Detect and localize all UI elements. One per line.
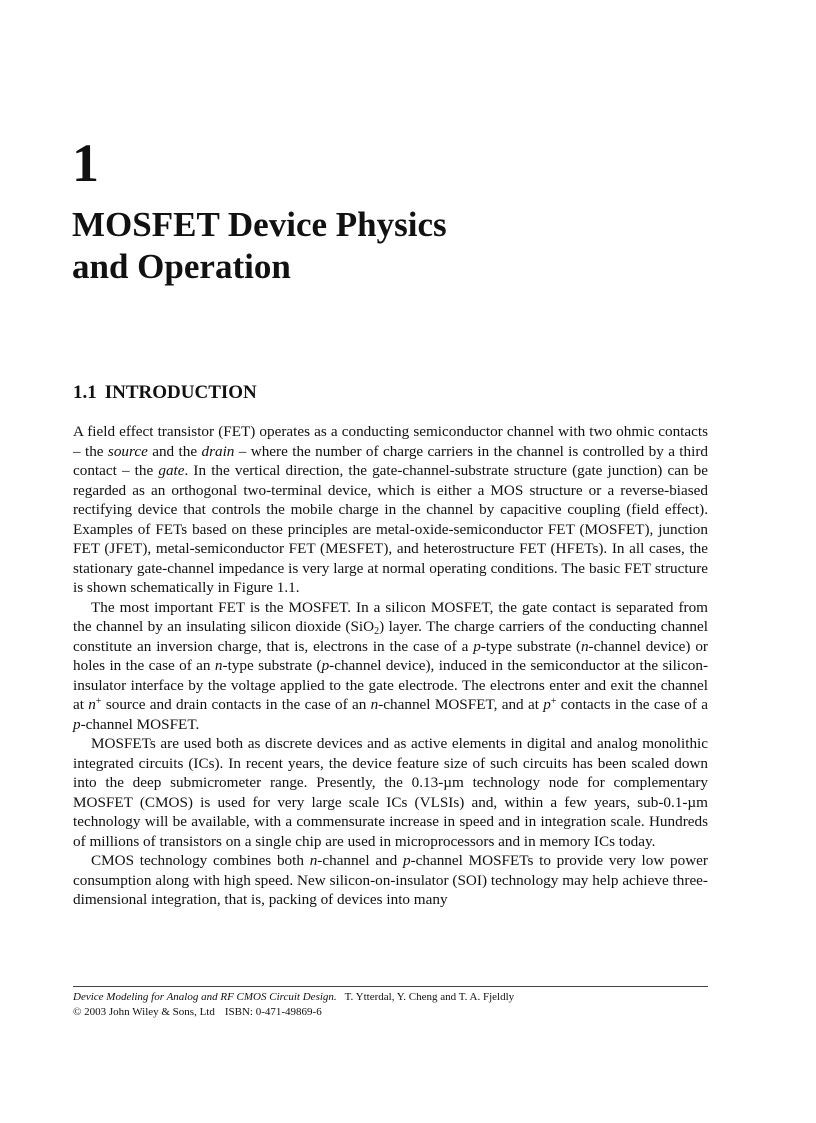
term-source: source [107, 442, 148, 460]
text-run: – where the number of charge carriers in the channel is controlled by a third contact – the [73, 442, 708, 479]
text-run: CMOS technology combines both [91, 852, 310, 869]
italic-n: n [580, 637, 589, 655]
footer-divider [73, 986, 708, 987]
italic-n: n [370, 696, 379, 713]
footer-book-title: Device Modeling for Analog and RF CMOS Circuit Design. [73, 991, 337, 1003]
text-run: source and drain contacts in the case of an [101, 696, 371, 713]
italic-n: n [309, 852, 318, 869]
section-number: 1.1 [73, 382, 97, 403]
italic-p: p [402, 852, 411, 869]
paragraph-2 [73, 598, 708, 735]
text-run: and the [147, 442, 202, 460]
text-run: -channel MOSFETs to provide very low power consumption along with high speed. New silicon-on-insulator (SOI) technology may help achieve three-dimensional integration, that is, packing of devices into many [73, 852, 708, 908]
footer-line-2 [73, 1005, 708, 1020]
chapter-title-line-1: MOSFET Device Physics [72, 205, 447, 244]
superscript: + [95, 696, 102, 707]
footer-authors: T. Ytterdal, Y. Cheng and T. A. Fjeldly [344, 991, 515, 1003]
footer-line-1 [73, 990, 708, 1005]
text-run: MOSFETs are used both as discrete devices and as active elements in digital and analog monolithic integrated circuits (ICs). In recent years, the device feature size of such circuits has been scaled down into the deep submicrometer range. Presently, the 0.13-µm technology node for complementary MOSFET (CMOS) is used for very large scale ICs (VLSIs) and, within a few years, sub-0.1-µm technology will be available, with a commensurate increase in speed and in integration scale. Hundreds of millions of transistors on a single chip are used in microprocessors and in memory ICs today. [73, 735, 708, 850]
text-run: -channel MOSFET, and at [378, 696, 544, 713]
paragraph-3 [73, 734, 708, 851]
text-run: A field effect transistor (FET) operates as a conducting semiconductor channel with two ohmic contacts – the [73, 423, 708, 460]
subscript: 2 [374, 626, 380, 637]
footer-isbn: ISBN: 0-471-49869-6 [224, 1006, 322, 1018]
section-heading [73, 382, 257, 404]
chapter-number: 1 [72, 133, 99, 193]
body-text [73, 422, 708, 910]
superscript: + [550, 696, 557, 707]
footer [73, 990, 708, 1020]
term-drain: drain [201, 442, 235, 460]
text-run: -channel device) or holes in the case of an [73, 637, 708, 674]
text-run: -type substrate ( [480, 637, 581, 655]
chapter-title-line-2: and Operation [72, 247, 291, 286]
section-title: INTRODUCTION [104, 382, 257, 403]
text-run: -channel and [317, 852, 403, 869]
italic-p: p [543, 696, 551, 713]
text-run: . In the vertical direction, the gate-channel-substrate structure (gate junction) can be regarded as an orthogonal two-terminal device, which is either a MOS structure or a reverse-biased rectifying device that controls the mobile charge in the channel by capacitive coupling (field effect). Examples of FETs based on these principles are metal-oxide-semiconductor FET (MOSFET), junction FET (JFET), metal-semiconductor FET (MESFET), and heterostructure FET (HFETs). In all cases, the stationary gate-channel impedance is very large at normal operating conditions. The basic FET structure is shown schematically in Figure 1.1. [73, 462, 709, 596]
paragraph-1 [73, 422, 708, 598]
italic-n: n [88, 696, 96, 713]
term-gate: gate [158, 462, 185, 479]
italic-n: n [214, 657, 223, 674]
chapter-title [72, 204, 712, 288]
italic-p: p [73, 715, 81, 733]
text-run: contacts in the case of a [556, 696, 708, 713]
text-run: -channel device), induced in the semiconductor at the silicon-insulator interface by the voltage applied to the gate electrode. The electrons enter and exit the channel at [73, 657, 709, 713]
italic-p: p [473, 637, 481, 655]
paragraph-4 [73, 851, 708, 910]
text-run: -type substrate ( [222, 657, 322, 674]
footer-copyright: © 2003 John Wiley & Sons, Ltd [73, 1006, 215, 1018]
text-run: ) layer. The charge carriers of the conducting channel constitute an inversion charge, that is, electrons in the case of a [73, 618, 708, 655]
text-run: -channel MOSFET. [80, 715, 200, 733]
text-run: The most important FET is the MOSFET. In a silicon MOSFET, the gate contact is separated from the channel by an insulating silicon dioxide (SiO [73, 598, 708, 635]
italic-p: p [321, 657, 330, 674]
